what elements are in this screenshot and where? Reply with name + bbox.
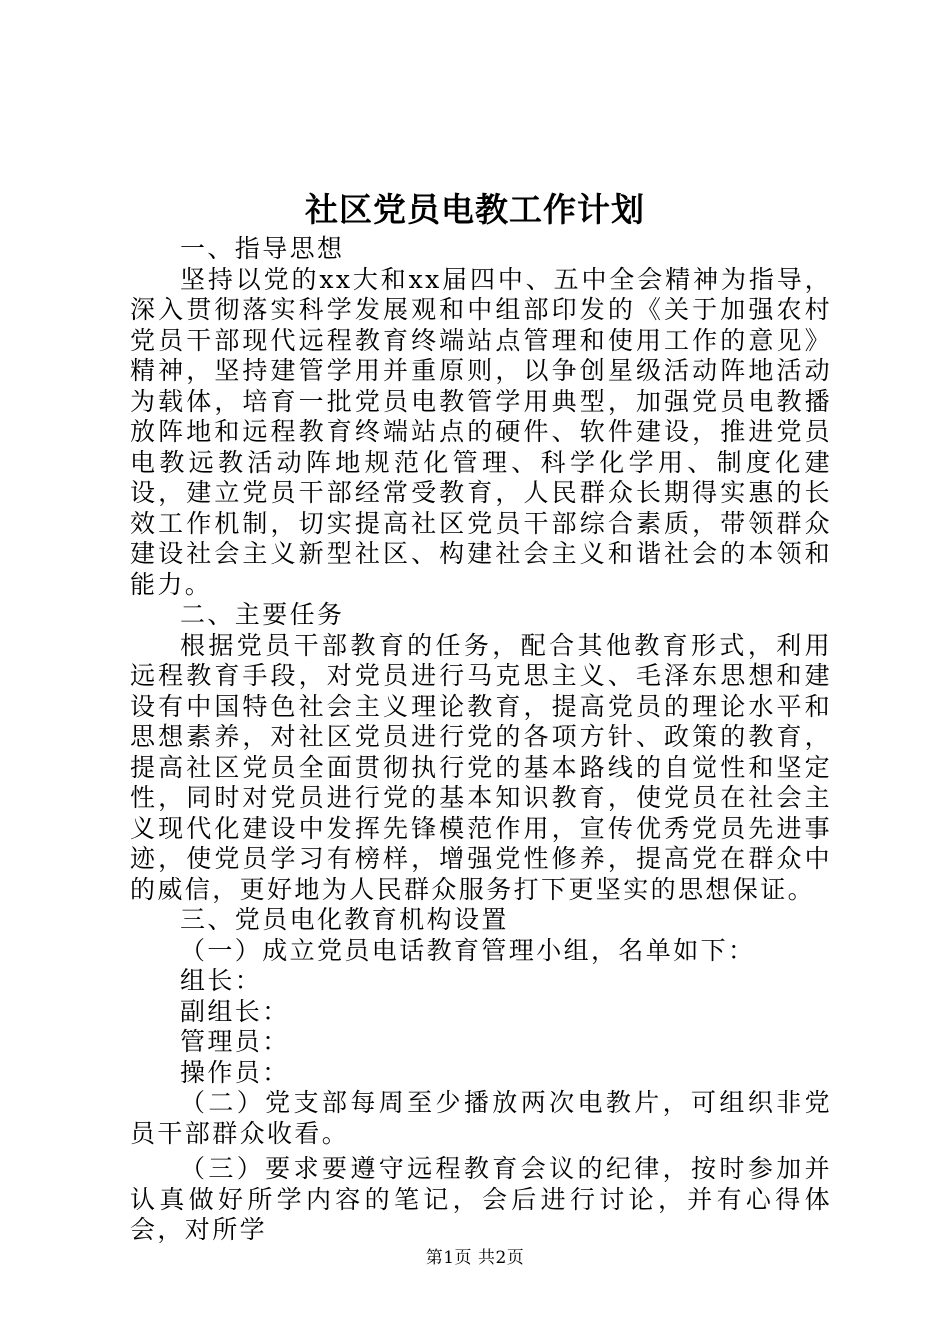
role-administrator: 管理员： <box>180 1027 290 1056</box>
paragraph-weekly-broadcast: （二）党支部每周至少播放两次电教片，可组织非党员干部群众收看。 <box>130 1088 832 1148</box>
paragraph-main-tasks: 根据党员干部教育的任务，配合其他教育形式，利用远程教育手段，对党员进行马克思主义、毛泽东思想和建设有中国特色社会主义理论教育，提高党员的理论水平和思想素养，对社区党员进行党的各项方针、政策的教育，提高社区党员全面贯彻执行党的基本路线的自觉性和坚定性，同时对党员进行党的基本知识教育，使党员在社会主义现代化建设中发挥先锋模范作用，宣传优秀党员先进事迹，使党员学习有榜样，增强党性修养，提高党在群众中的威信，更好地为人民群众服务打下更坚实的思想保证。 <box>130 630 832 904</box>
paragraph-guiding-ideology: 坚持以党的xx大和xx届四中、五中全会精神为指导，深入贯彻落实科学发展观和中组部印发的《关于加强农村党员干部现代远程教育终端站点管理和使用工作的意见》精神，坚持建管学用并重原则，以争创星级活动阵地活动为载体，培育一批党员电教管学用典型，加强党员电教播放阵地和远程教育终端站点的硬件、软件建设，推进党员电教远教活动阵地规范化管理、科学化学用、制度化建设，建立党员干部经常受教育，人民群众长期得实惠的长效工作机制，切实提高社区党员干部综合素质，带领群众建设社会主义新型社区、构建社会主义和谐社会的本领和能力。 <box>130 264 832 599</box>
section-heading-organization: 三、党员电化教育机构设置 <box>180 905 509 934</box>
role-group-leader: 组长： <box>180 966 263 995</box>
paragraph-meeting-discipline: （三）要求要遵守远程教育会议的纪律，按时参加并认真做好所学内容的笔记，会后进行讨论，并有心得体会，对所学 <box>130 1154 832 1244</box>
section-heading-guiding-ideology: 一、指导思想 <box>180 234 345 263</box>
role-deputy-leader: 副组长： <box>180 996 290 1026</box>
role-operator: 操作员： <box>180 1057 290 1087</box>
page-number-footer: 第1页 共2页 <box>425 1248 525 1268</box>
paragraph-group-setup: （一）成立党员电话教育管理小组，名单如下： <box>180 935 756 965</box>
document-body <box>130 234 832 1246</box>
section-heading-main-tasks: 二、主要任务 <box>180 600 345 629</box>
document-title: 社区党员电教工作计划 <box>305 190 645 229</box>
